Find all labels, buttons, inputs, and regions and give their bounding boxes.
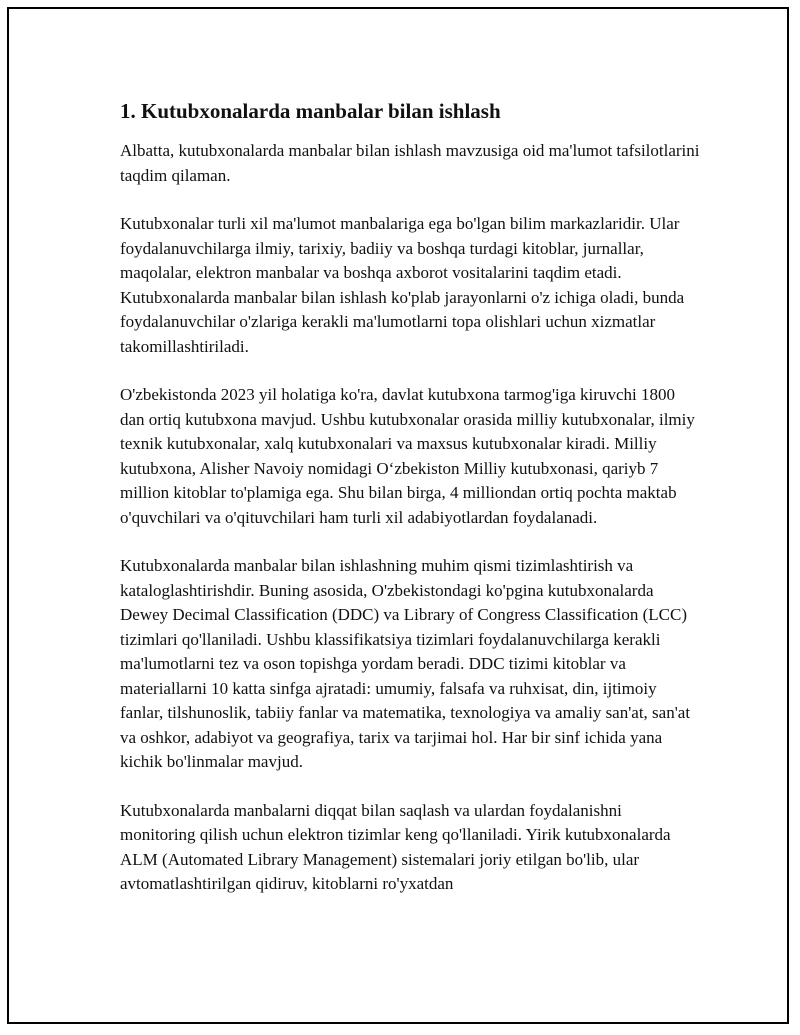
paragraph-classification: Kutubxonalarda manbalar bilan ishlashning muhim qismi tizimlashtirish va kataloglashtirishdir. Buning asosida, O'zbekistondagi ko'pgina kutubxonalarda Dewey Decimal Classification (DDC) va Library of Congress Classification (LCC) tizimlari qo'llaniladi. Ushbu klassifikatsiya tizimlari foydalanuvchilarga kerakli ma'lumotlarni tez va oson topishga yordam beradi. DDC tizimi kitoblar va materiallarni 10 katta sinfga ajratadi: umumiy, falsafa va ruhxisat, din, ijtimoiy fanlar, tilshunoslik, tabiiy fanlar va matematika, texnologiya va amaliy san'at, san'at va oshkor, adabiyot va geografiya, tarix va tarjimai hol. Har bir sinf ichida yana kichik bo'linmalar mavjud. bbox=[120, 556, 691, 771]
paragraph-uzbekistan-statistics: O'zbekistonda 2023 yil holatiga ko'ra, davlat kutubxona tarmog'iga kiruvchi 1800 dan ortiq kutubxona mavjud. Ushbu kutubxonalar orasida milliy kutubxonalar, ilmiy texnik kutubxonalar, xalq kutubxonalari va maxsus kutubxonalar kiradi. Milliy kutubxona, Alisher Navoiy nomidagi O‘zbekiston Milliy kutubxonasi, qariyb 7 million kitoblar to'plamiga ega. Shu bilan birga, 4 milliondan ortiq pochta maktab o'quvchilari va o'qituvchilari ham turli xil adabiyotlardan foydalanadi. bbox=[120, 385, 695, 527]
paragraph-libraries-overview: Kutubxonalar turli xil ma'lumot manbalariga ega bo'lgan bilim markazlaridir. Ular foydalanuvchilarga ilmiy, tarixiy, badiiy va boshqa turdagi kitoblar, jurnallar, maqolalar, elektron manbalar va boshqa axborot vositalarini taqdim etadi. Kutubxonalarda manbalar bilan ishlash ko'plab jarayonlarni o'z ichiga oladi, bunda foydalanuvchilar o'zlariga kerakli ma'lumotlarni topa olishlari uchun xizmatlar takomillashtiriladi. bbox=[120, 214, 685, 356]
paragraph-electronic-systems: Kutubxonalarda manbalarni diqqat bilan saqlash va ulardan foydalanishni monitoring qilish uchun elektron tizimlar keng qo'llaniladi. Yirik kutubxonalarda ALM (Automated Library Management) sistemalari joriy etilgan bo'lib, ular avtomatlashtirilgan qidiruv, kitoblarni ro'yxatdan bbox=[120, 800, 671, 893]
paragraph-intro: Albatta, kutubxonalarda manbalar bilan ishlash mavzusiga oid ma'lumot tafsilotlarini taqdim qilaman. bbox=[120, 141, 700, 185]
document-page bbox=[7, 7, 789, 1024]
document-content bbox=[120, 97, 700, 897]
section-heading: 1. Kutubxonalarda manbalar bilan ishlash bbox=[120, 99, 501, 123]
